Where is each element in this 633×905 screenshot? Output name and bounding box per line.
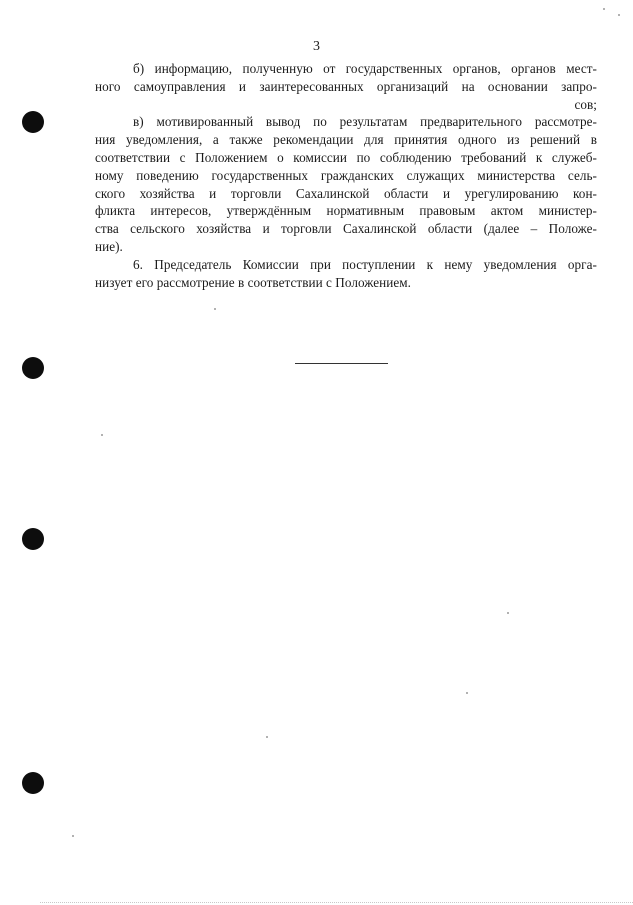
text-line: ному поведению государственных гражданских служащих министерства сель- (95, 167, 597, 183)
text-line: ства сельского хозяйства и торговли Сахалинской области (далее – Положе- (95, 221, 597, 237)
punch-hole-icon (22, 528, 44, 550)
text-line: б) информацию, полученную от государственных органов, органов мест- (133, 61, 597, 76)
punch-hole-icon (22, 111, 44, 133)
text-line: ского хозяйства и торговли Сахалинской области и урегулированию кон- (95, 185, 597, 201)
text-line: ния уведомления, а также рекомендации для принятия одного из решений в (95, 132, 597, 148)
text-line: низует его рассмотрение в соответствии с Положением. (95, 274, 412, 290)
section-separator (295, 363, 388, 364)
text-line: сов; (574, 96, 597, 112)
text-line: ного самоуправления и заинтересованных организаций на основании запро- (95, 78, 597, 94)
text-line: соответствии с Положением о комиссии по соблюдению требований к служеб- (95, 149, 597, 165)
text-line: в) мотивированный вывод по результатам предварительного рассмотре- (133, 114, 597, 130)
text-line: 6. Председатель Комиссии при поступлении к нему уведомления орга- (133, 256, 597, 272)
document-body (95, 60, 597, 291)
punch-hole-icon (22, 772, 44, 794)
text-line: ние). (95, 238, 123, 254)
page-number: 3 (313, 39, 320, 54)
scan-edge (40, 902, 633, 903)
text-line: фликта интересов, утверждённым нормативным правовым актом министер- (95, 203, 597, 219)
punch-hole-icon (22, 357, 44, 379)
